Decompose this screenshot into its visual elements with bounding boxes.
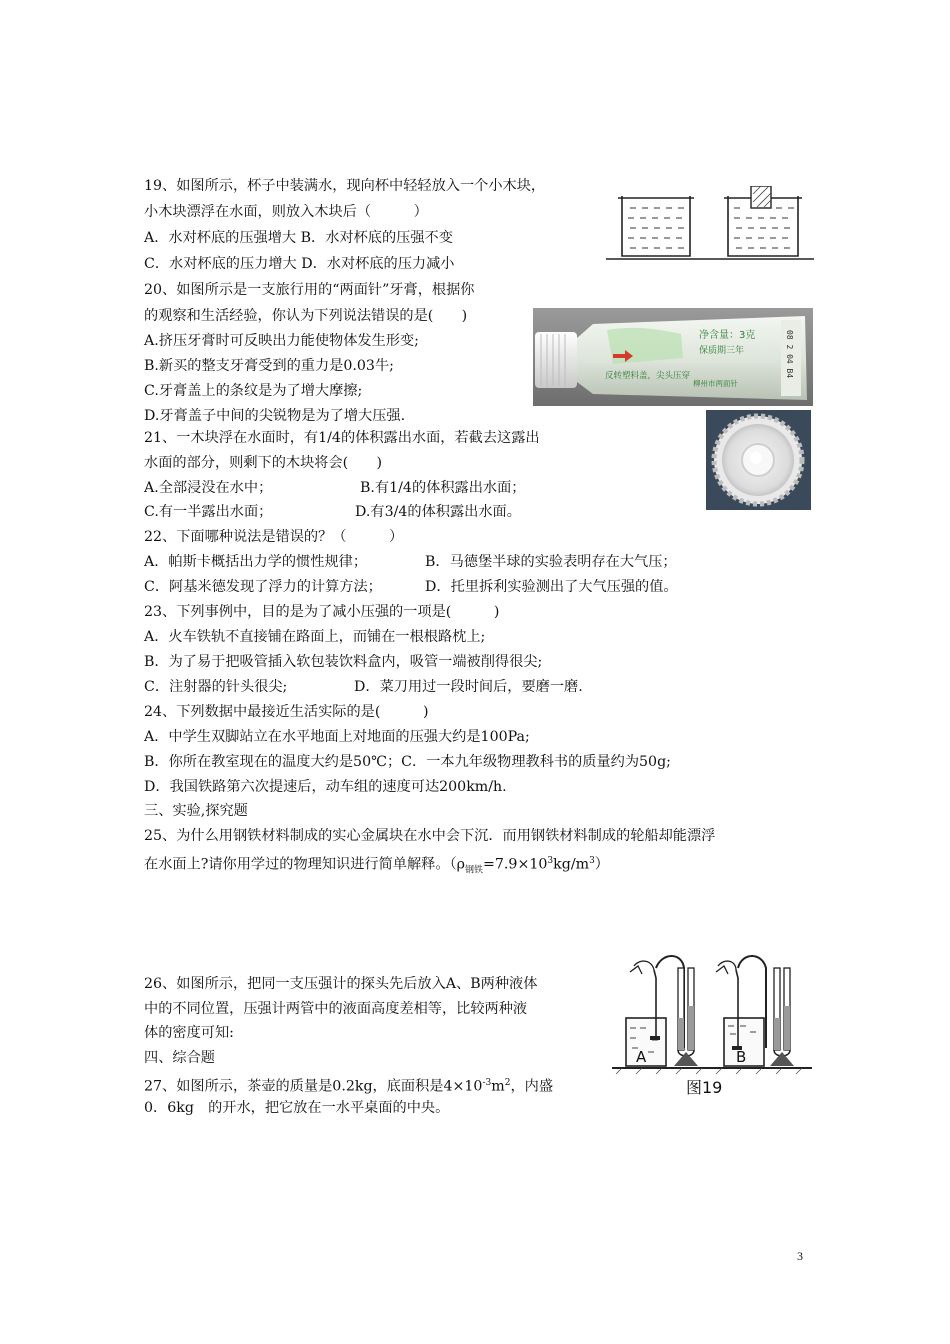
q23-option-d: D．菜刀用过一段时间后，要磨一磨. (354, 679, 583, 695)
section-4-heading: 四、综合题 (144, 1050, 215, 1066)
q20-stem-line2: 的观察和生活经验，你认为下列说法错误的是( ) (144, 308, 468, 324)
q23-option-b: B．为了易于把吸管插入软包装饮料盒内，吸管一端被削得很尖; (144, 654, 543, 670)
q22-stem: 22、下面哪种说法是错误的？（ ） (144, 529, 404, 545)
q22-option-b: B．马德堡半球的实验表明存在大气压； (425, 554, 677, 570)
page-number: 3 (797, 1249, 803, 1263)
beaker-figure (606, 186, 816, 262)
q21-stem-line2: 水面的部分，则剩下的木块将会( ) (144, 455, 383, 471)
svg-text:柳州市两面针: 柳州市两面针 (693, 379, 738, 388)
q19-options-ab: A．水对杯底的压强增大 B．水对杯底的压强不变 (144, 230, 453, 246)
q27-stem-line2: 0．6kg 的开水，把它放在一水平桌面的中央。 (144, 1100, 450, 1116)
q20-stem-line1: 20、如图所示是一支旅行用的“两面针”牙膏，根据你 (144, 282, 475, 298)
section-3-heading: 三、实验,探究题 (144, 803, 248, 819)
wood-block (751, 186, 771, 208)
q23-stem: 23、下列事例中，目的是为了减小压强的一项是( ) (144, 604, 500, 620)
q19-options-cd: C．水对杯底的压力增大 D．水对杯底的压力减小 (144, 256, 455, 272)
q20-option-d: D.牙膏盖子中间的尖锐物是为了增大压强. (144, 408, 406, 424)
q21-option-d: D.有3/4的体积露出水面。 (355, 504, 521, 520)
svg-text:B: B (736, 1048, 747, 1066)
svg-text:反转塑料盖，尖头压穿: 反转塑料盖，尖头压穿 (605, 371, 691, 381)
q20-option-b: B.新买的整支牙膏受到的重力是0.03牛; (144, 358, 394, 374)
q24-option-d: D．我国铁路第六次提速后，动车组的速度可达200km/h. (144, 779, 507, 795)
q26-stem-line3: 体的密度可知: (144, 1025, 234, 1041)
q25-stem-line2: 在水面上?请你用学过的物理知识进行简单解释。$(\rho_{钢铁}=7.9\times 10^3kg/m^3)$ (144, 856, 609, 876)
q24-stem: 24、下列数据中最接近生活实际的是( ) (144, 704, 429, 720)
q27-stem-line1: 27、如图所示，茶壶的质量是0.2kg，底面积是$4\times 10^{-3}m^2$，内盛 (144, 1078, 554, 1095)
q21-option-b: B.有1/4的体积露出水面； (360, 480, 526, 496)
toothpaste-photo (533, 308, 813, 406)
q21-option-c: C.有一半露出水面； (144, 504, 273, 520)
q19-stem-line2: 小木块漂浮在水面，则放入木块后（ ） (144, 204, 428, 220)
q24-option-a: A．中学生双脚站立在水平地面上对地面的压强大约是100Pa; (144, 729, 530, 745)
q20-option-a: A.挤压牙膏时可反映出力能使物体发生形变; (144, 333, 419, 349)
q20-option-c: C.牙膏盖上的条纹是为了增大摩擦; (144, 383, 363, 399)
q21-stem-line1: 21、一木块浮在水面时，有1/4的体积露出水面，若截去这露出 (144, 430, 540, 446)
svg-text:保质期三年: 保质期三年 (699, 346, 745, 356)
q23-option-a: A．火车铁轨不直接铺在路面上，而铺在一根根路枕上; (144, 629, 486, 645)
beaker-right (724, 186, 802, 256)
cap-top-photo (706, 410, 811, 510)
apparatus-b (716, 956, 794, 1066)
beaker-left (618, 196, 694, 256)
figure-caption: 图19 (686, 1078, 723, 1097)
svg-text:净含量：3克: 净含量：3克 (699, 330, 756, 341)
q26-stem-line2: 中的不同位置，压强计两管中的液面高度差相等，比较两种液 (144, 1001, 528, 1017)
pressure-gauge-figure (612, 948, 812, 1098)
q23-option-c: C．注射器的针头很尖; (144, 679, 288, 695)
q22-option-a: A．帕斯卡概括出力学的惯性规律； (144, 554, 368, 570)
svg-text:08 2 04 B4: 08 2 04 B4 (785, 330, 794, 379)
q25-stem-line1: 25、为什么用钢铁材料制成的实心金属块在水中会下沉．而用钢铁材料制成的轮船却能漂浮 (144, 828, 716, 844)
q19-stem-line1: 19、如图所示，杯子中装满水，现向杯中轻轻放入一个小木块， (144, 178, 546, 194)
apparatus-a (626, 956, 698, 1066)
q22-option-d: D．托里拆利实验测出了大气压强的值。 (425, 579, 678, 595)
q24-option-bc: B．你所在教室现在的温度大约是50℃；C．一本九年级物理教科书的质量约为50g; (144, 754, 671, 770)
q22-option-c: C．阿基米德发现了浮力的计算方法； (144, 579, 382, 595)
svg-text:A: A (636, 1048, 647, 1066)
toothpaste-tube (577, 316, 807, 400)
q21-option-a: A.全部浸没在水中； (144, 480, 273, 496)
q26-stem-line1: 26、如图所示，把同一支压强计的探头先后放入A、B两种液体 (144, 976, 538, 992)
